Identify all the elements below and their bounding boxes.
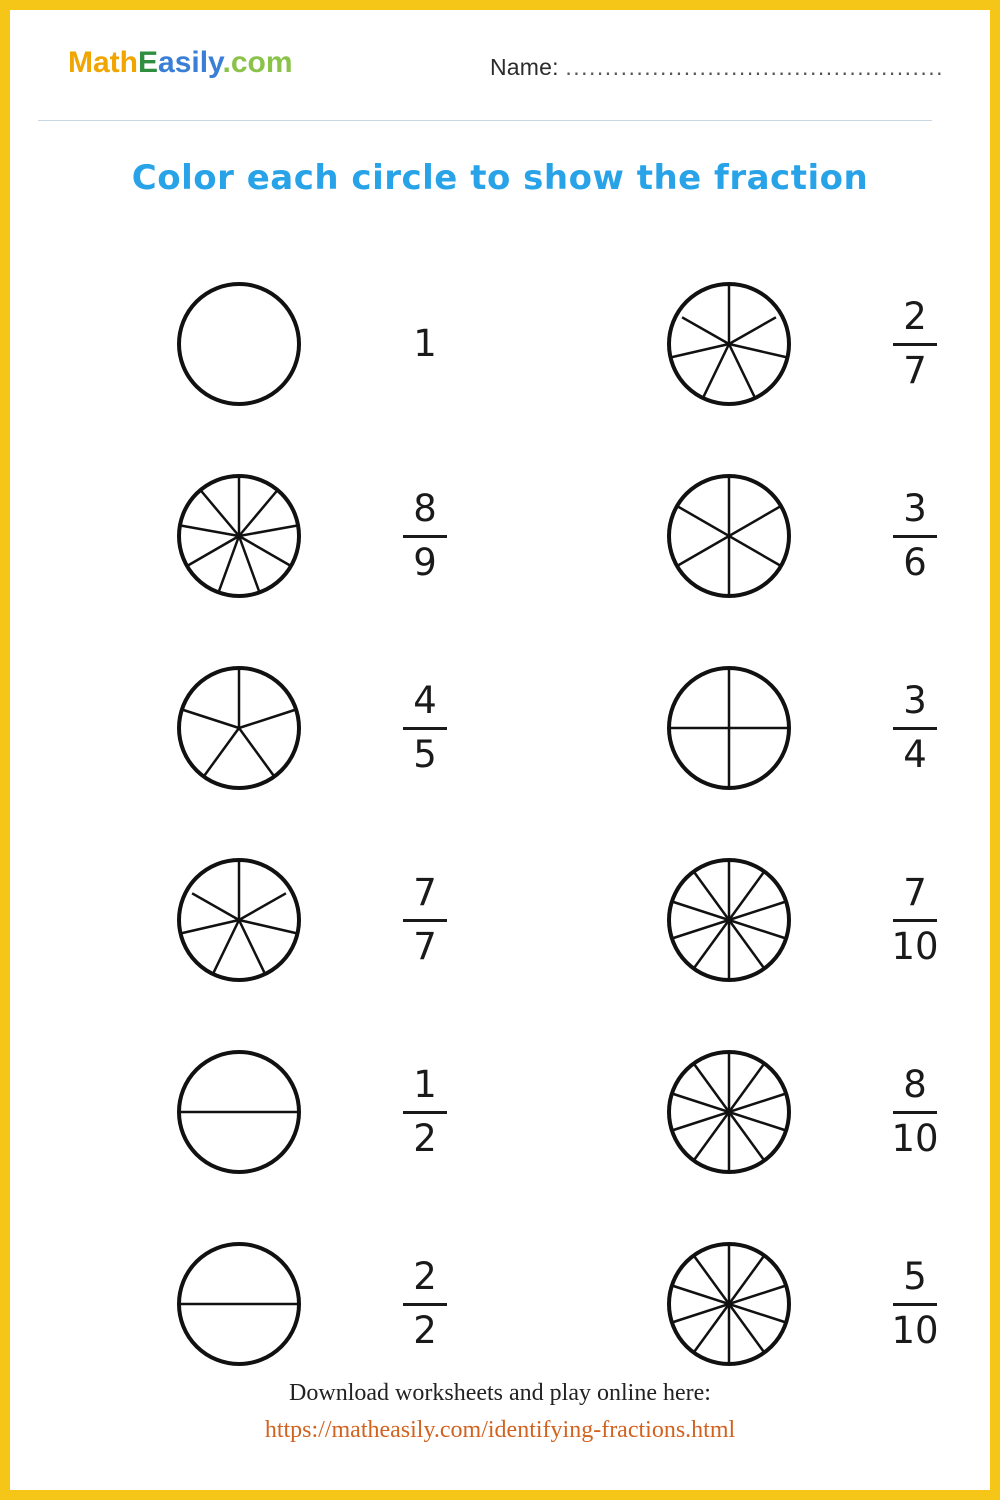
fraction-denominator: 10 <box>891 924 939 968</box>
problem-item <box>20 440 510 632</box>
fraction-denominator: 10 <box>891 1116 939 1160</box>
fraction-label <box>885 294 945 392</box>
fraction-bar <box>403 1111 447 1114</box>
fraction-bar <box>403 535 447 538</box>
worksheet-content <box>20 20 980 1480</box>
fraction-circle[interactable] <box>665 1240 793 1368</box>
fraction-circle[interactable] <box>665 1048 793 1176</box>
problem-item <box>510 1016 1000 1208</box>
worksheet-header <box>20 34 980 110</box>
fraction-label <box>885 678 945 776</box>
fraction-numerator: 5 <box>903 1254 927 1298</box>
name-field-row <box>490 54 944 81</box>
site-logo[interactable]: MathEasily.com <box>68 46 293 79</box>
fraction-numerator: 3 <box>903 678 927 722</box>
fraction-numerator: 7 <box>413 870 437 914</box>
problem-item <box>510 824 1000 1016</box>
fraction-numerator: 1 <box>413 321 437 365</box>
fraction-circle[interactable] <box>665 280 793 408</box>
fraction-label <box>395 486 455 584</box>
fraction-label <box>395 1062 455 1160</box>
fraction-denominator: 10 <box>891 1308 939 1352</box>
fraction-bar <box>893 535 937 538</box>
fraction-circle[interactable] <box>665 664 793 792</box>
fraction-denominator: 4 <box>903 732 927 776</box>
fraction-bar <box>893 727 937 730</box>
fraction-denominator: 9 <box>413 540 437 584</box>
fraction-denominator: 2 <box>413 1308 437 1352</box>
problem-item <box>510 1208 1000 1400</box>
problem-item <box>510 632 1000 824</box>
fraction-bar <box>403 919 447 922</box>
fraction-circle[interactable] <box>175 280 303 408</box>
header-divider <box>38 120 932 121</box>
fraction-label <box>395 1254 455 1352</box>
fraction-bar <box>403 727 447 730</box>
fraction-label <box>395 870 455 968</box>
fraction-label <box>885 1254 945 1352</box>
fraction-circle[interactable] <box>175 472 303 600</box>
fraction-label <box>885 870 945 968</box>
fraction-label <box>395 678 455 776</box>
page-title: Color each circle to show the fraction <box>131 158 869 198</box>
fraction-numerator: 2 <box>413 1254 437 1298</box>
fraction-denominator: 7 <box>903 348 927 392</box>
fraction-denominator: 2 <box>413 1116 437 1160</box>
problem-item <box>20 824 510 1016</box>
problem-item <box>20 1016 510 1208</box>
fraction-numerator: 3 <box>903 486 927 530</box>
fraction-circle[interactable] <box>175 1048 303 1176</box>
problems-grid <box>20 248 1000 1400</box>
name-label: Name: <box>490 54 559 80</box>
fraction-circle[interactable] <box>175 664 303 792</box>
problem-item <box>510 248 1000 440</box>
problem-item <box>510 440 1000 632</box>
fraction-numerator: 4 <box>413 678 437 722</box>
fraction-circle[interactable] <box>175 1240 303 1368</box>
problem-item <box>20 632 510 824</box>
fraction-numerator: 7 <box>903 870 927 914</box>
fraction-label <box>885 1062 945 1160</box>
worksheet-footer <box>20 1380 980 1444</box>
fraction-label <box>885 486 945 584</box>
fraction-circle[interactable] <box>175 856 303 984</box>
fraction-bar <box>893 1303 937 1306</box>
fraction-bar <box>893 1111 937 1114</box>
fraction-bar <box>403 1303 447 1306</box>
fraction-numerator: 8 <box>903 1062 927 1106</box>
fraction-denominator: 5 <box>413 732 437 776</box>
fraction-numerator: 2 <box>903 294 927 338</box>
fraction-bar <box>893 919 937 922</box>
fraction-denominator: 7 <box>413 924 437 968</box>
fraction-circle[interactable] <box>665 472 793 600</box>
fraction-label <box>395 321 455 365</box>
fraction-bar <box>893 343 937 346</box>
fraction-denominator: 6 <box>903 540 927 584</box>
problem-item <box>20 248 510 440</box>
footer-text: Download worksheets and play online here: <box>289 1380 711 1406</box>
footer-link[interactable]: https://matheasily.com/identifying-fractions.html <box>264 1417 736 1443</box>
fraction-circle[interactable] <box>665 856 793 984</box>
problem-item <box>20 1208 510 1400</box>
fraction-numerator: 8 <box>413 486 437 530</box>
name-input-line[interactable]: ................................................ <box>565 54 945 80</box>
fraction-numerator: 1 <box>413 1062 437 1106</box>
